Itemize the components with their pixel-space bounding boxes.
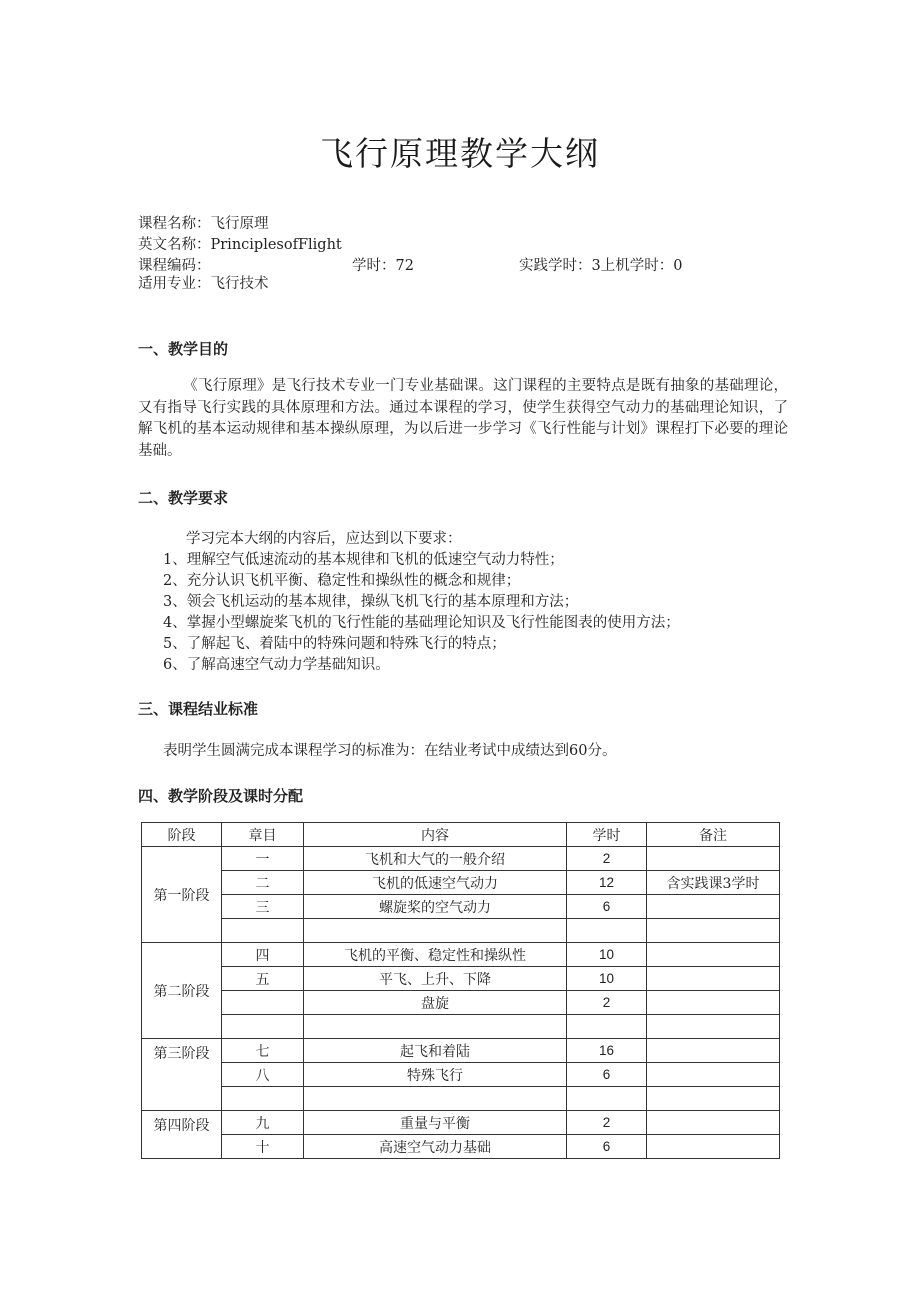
content-cell: 平飞、上升、下降 <box>304 967 567 991</box>
section-heading-schedule: 四、教学阶段及课时分配 <box>138 787 304 805</box>
hours-cell: 2 <box>567 1111 647 1135</box>
hours-cell: 6 <box>567 1135 647 1159</box>
header-cell: 备注 <box>647 823 780 847</box>
note-cell <box>647 919 780 943</box>
hours-cell <box>567 1015 647 1039</box>
chapter-cell: 一 <box>222 847 304 871</box>
course-name: 课程名称：飞行原理 <box>138 216 269 232</box>
table-row <box>142 847 780 871</box>
note-cell <box>647 1087 780 1111</box>
chapter-cell: 二 <box>222 871 304 895</box>
hours-cell: 10 <box>567 967 647 991</box>
course-code: 课程编码： <box>138 258 211 274</box>
schedule-table <box>141 822 780 1159</box>
note-cell: 含实践课3学时 <box>647 871 780 895</box>
requirement-item: 6、了解高速空气动力学基础知识。 <box>163 657 390 673</box>
completion-text: 表明学生圆满完成本课程学习的标准为：在结业考试中成绩达到60分。 <box>163 743 617 759</box>
stage-cell: 第四阶段 <box>142 1111 222 1159</box>
chapter-cell <box>222 1087 304 1111</box>
hours-cell: 10 <box>567 943 647 967</box>
content-cell: 高速空气动力基础 <box>304 1135 567 1159</box>
content-cell: 起飞和着陆 <box>304 1039 567 1063</box>
table-row <box>142 919 780 943</box>
chapter-cell: 三 <box>222 895 304 919</box>
header-cell: 学时 <box>567 823 647 847</box>
note-cell <box>647 1063 780 1087</box>
content-cell: 飞机的平衡、稳定性和操纵性 <box>304 943 567 967</box>
hours-cell: 2 <box>567 991 647 1015</box>
section-heading-requirements: 二、教学要求 <box>138 489 229 507</box>
hours: 学时：72 <box>352 258 414 274</box>
stage-cell: 第三阶段 <box>142 1039 222 1111</box>
table-row <box>142 1015 780 1039</box>
purpose-text: 《飞行原理》是飞行技术专业一门专业基础课。这门课程的主要特点是既有抽象的基础理论，又有指导飞行实践的具体原理和方法。通过本课程的学习，使学生获得空气动力的基础理论知识，了解飞机的基本运动规律和基本操纵原理，为以后进一步学习《飞行性能与计划》课程打下必要的理论基础。 <box>138 378 788 459</box>
hours-cell: 16 <box>567 1039 647 1063</box>
requirement-item: 5、了解起飞、着陆中的特殊问题和特殊飞行的特点； <box>163 636 506 652</box>
requirements-intro: 学习完本大纲的内容后，应达到以下要求： <box>186 531 462 547</box>
applicable-major: 适用专业：飞行技术 <box>138 276 269 292</box>
hours-cell: 6 <box>567 1063 647 1087</box>
note-cell <box>647 1039 780 1063</box>
table-row <box>142 943 780 967</box>
table-row <box>142 1135 780 1159</box>
content-cell: 盘旋 <box>304 991 567 1015</box>
content-cell: 螺旋桨的空气动力 <box>304 895 567 919</box>
hours-cell: 6 <box>567 895 647 919</box>
note-cell <box>647 1015 780 1039</box>
table-row <box>142 1063 780 1087</box>
table-row <box>142 1039 780 1063</box>
hours-cell <box>567 919 647 943</box>
table-row <box>142 895 780 919</box>
table-header-row <box>142 823 780 847</box>
content-cell: 飞机的低速空气动力 <box>304 871 567 895</box>
note-cell <box>647 967 780 991</box>
header-cell: 内容 <box>304 823 567 847</box>
content-cell <box>304 919 567 943</box>
requirement-item: 2、充分认识飞机平衡、稳定性和操纵性的概念和规律； <box>163 573 521 589</box>
chapter-cell: 八 <box>222 1063 304 1087</box>
chapter-cell: 七 <box>222 1039 304 1063</box>
content-cell <box>304 1015 567 1039</box>
chapter-cell: 十 <box>222 1135 304 1159</box>
note-cell <box>647 847 780 871</box>
section-heading-purpose: 一、教学目的 <box>138 340 229 358</box>
chapter-cell: 四 <box>222 943 304 967</box>
content-cell: 重量与平衡 <box>304 1111 567 1135</box>
table-row <box>142 1111 780 1135</box>
requirement-item: 4、掌握小型螺旋桨飞机的飞行性能的基础理论知识及飞行性能图表的使用方法； <box>163 615 680 631</box>
content-cell: 特殊飞行 <box>304 1063 567 1087</box>
requirement-item: 1、理解空气低速流动的基本规律和飞机的低速空气动力特性； <box>163 552 564 568</box>
table-row <box>142 1087 780 1111</box>
requirement-item: 3、领会飞机运动的基本规律，操纵飞机飞行的基本原理和方法； <box>163 594 579 610</box>
chapter-cell <box>222 991 304 1015</box>
table-row <box>142 967 780 991</box>
chapter-cell: 五 <box>222 967 304 991</box>
table-row <box>142 991 780 1015</box>
note-cell <box>647 1111 780 1135</box>
chapter-cell: 九 <box>222 1111 304 1135</box>
note-cell <box>647 943 780 967</box>
table-row <box>142 871 780 895</box>
note-cell <box>647 1135 780 1159</box>
hours-cell <box>567 1087 647 1111</box>
header-cell: 章目 <box>222 823 304 847</box>
note-cell <box>647 991 780 1015</box>
section-heading-completion: 三、课程结业标准 <box>138 700 259 718</box>
chapter-cell <box>222 919 304 943</box>
hours-cell: 12 <box>567 871 647 895</box>
content-cell: 飞机和大气的一般介绍 <box>304 847 567 871</box>
header-cell: 阶段 <box>142 823 222 847</box>
page-title: 飞行原理教学大纲 <box>320 134 600 173</box>
stage-cell: 第一阶段 <box>142 847 222 943</box>
english-name: 英文名称：PrinciplesofFlight <box>138 237 342 253</box>
hours-cell: 2 <box>567 847 647 871</box>
stage-cell: 第二阶段 <box>142 943 222 1039</box>
practice-hours: 实践学时：3上机学时：0 <box>519 258 683 274</box>
purpose-paragraph <box>138 376 788 462</box>
chapter-cell <box>222 1015 304 1039</box>
note-cell <box>647 895 780 919</box>
content-cell <box>304 1087 567 1111</box>
